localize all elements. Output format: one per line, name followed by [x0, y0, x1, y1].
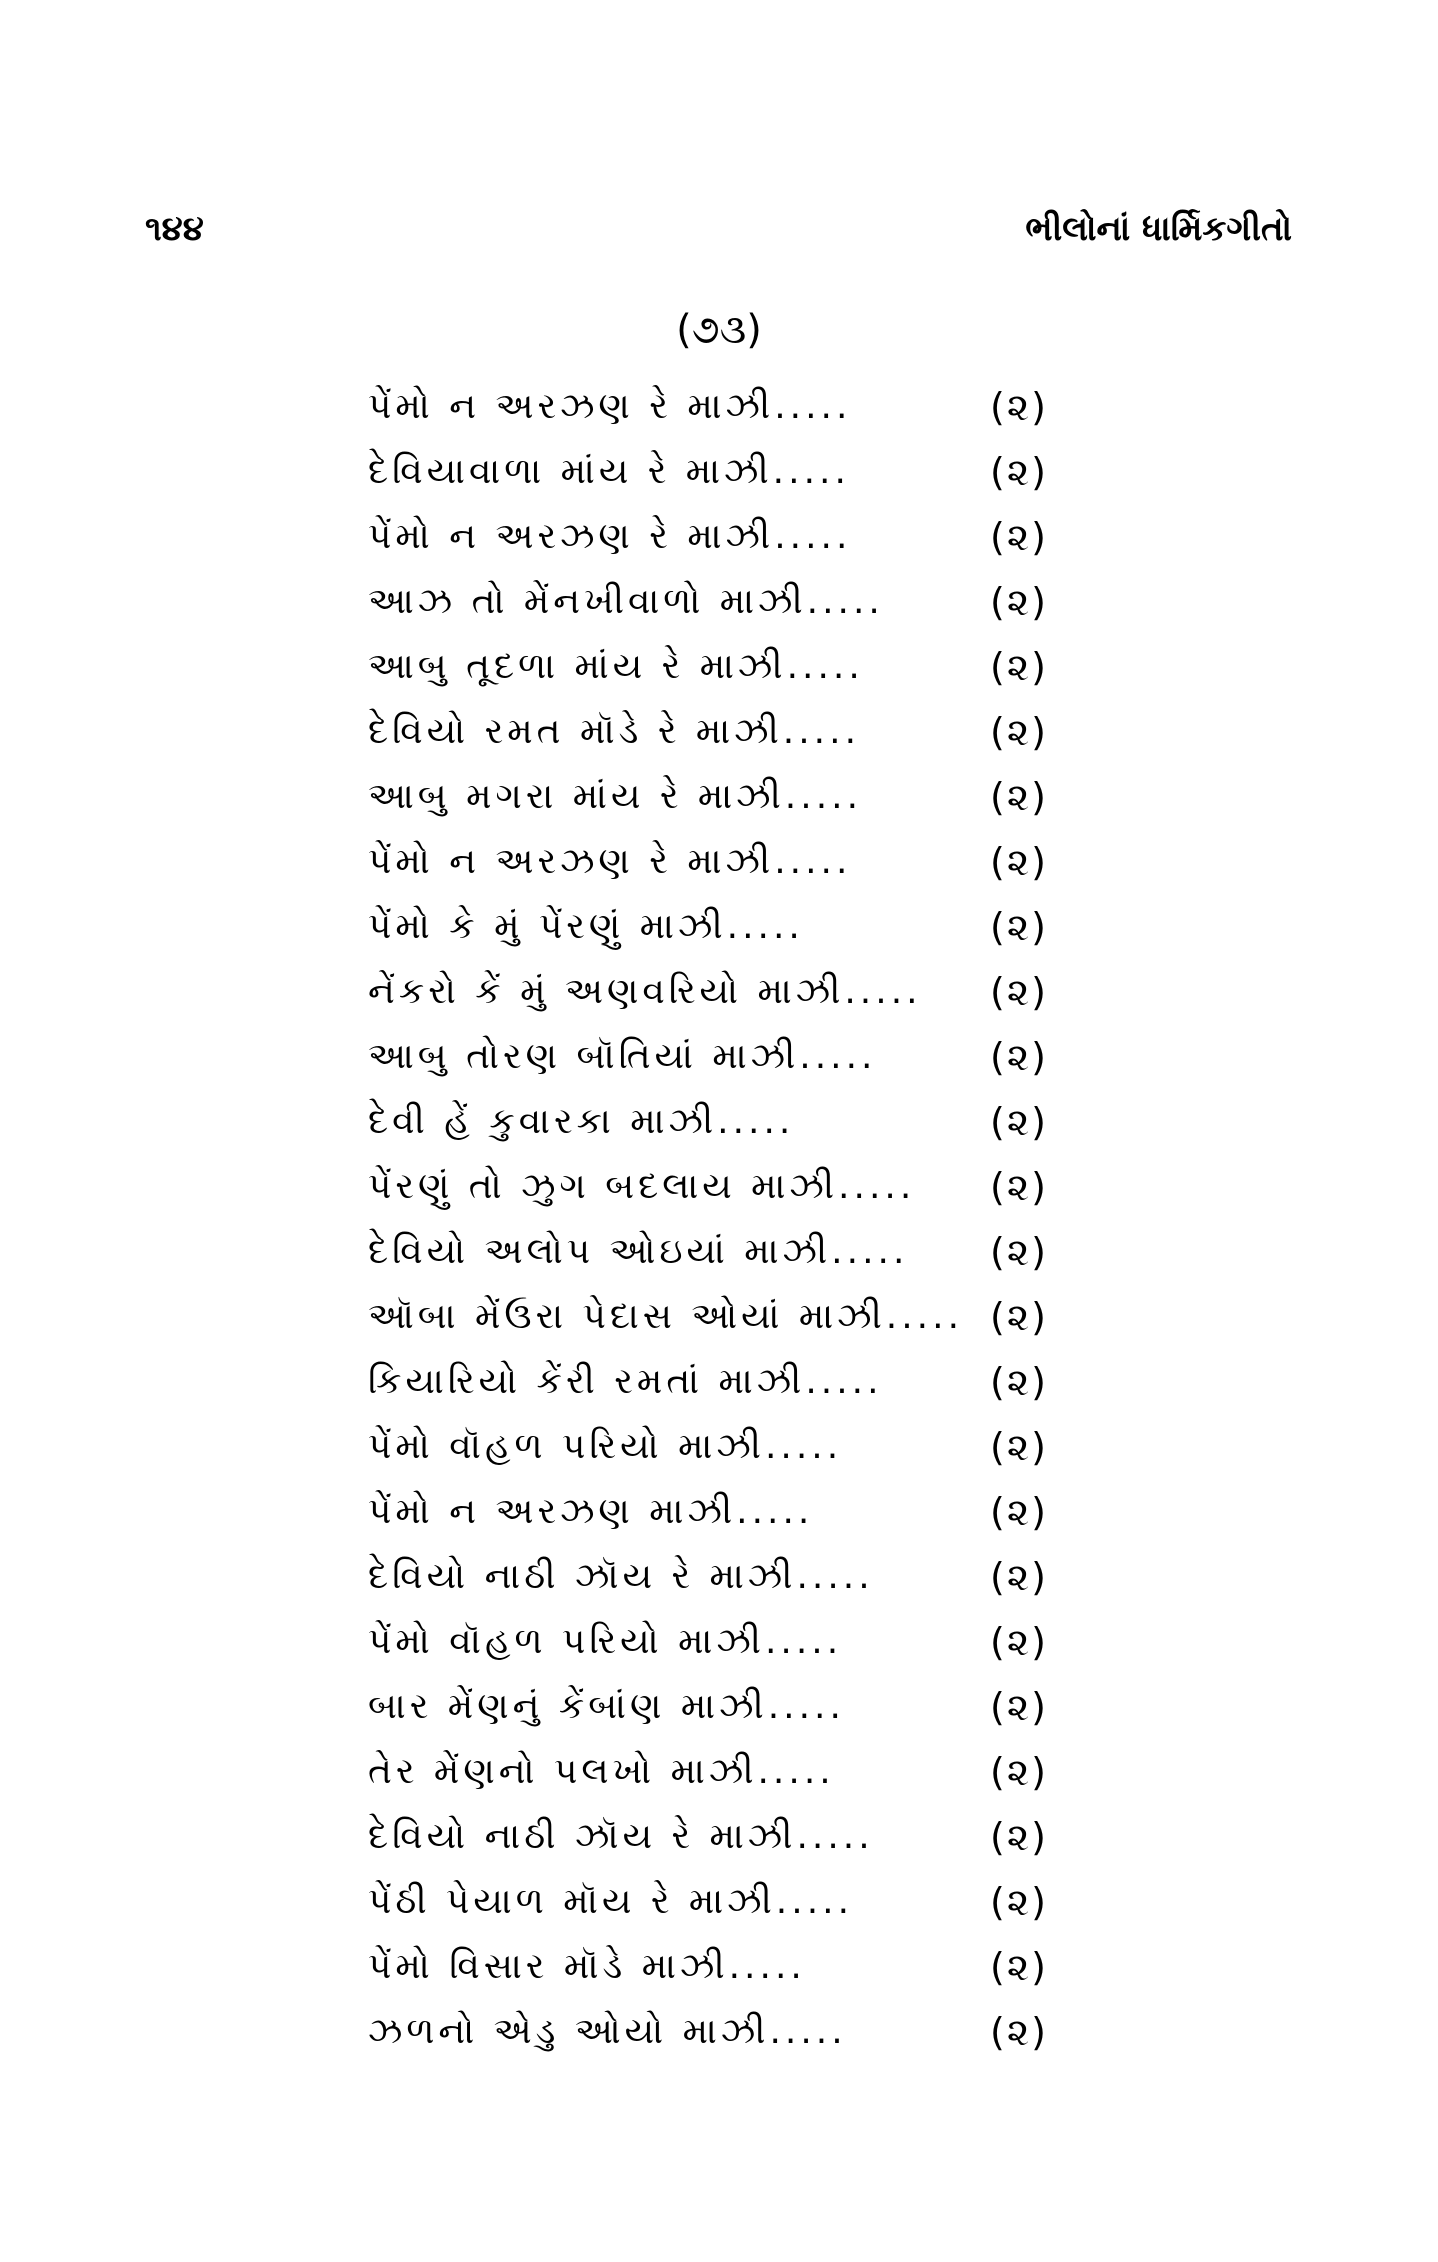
verse-text: પેંમો ન અરઝણ માઝી..... — [368, 1490, 814, 1532]
verse-text: આબુ તોરણ બૉતિયાં માઝી..... — [368, 1035, 877, 1077]
verse-line — [368, 1934, 1048, 1999]
verse-line — [368, 569, 1048, 634]
refrain-marker: (૨) — [990, 1879, 1048, 1924]
verse-text: આબુ મગરા માંય રે માઝી..... — [368, 775, 863, 817]
verse-text: આબુ તૂદળા માંય રે માઝી..... — [368, 645, 864, 687]
verse-line — [368, 699, 1048, 764]
refrain-marker: (૨) — [990, 969, 1048, 1014]
refrain-marker: (૨) — [990, 1814, 1048, 1859]
verse-line — [368, 504, 1048, 569]
refrain-marker: (૨) — [990, 1424, 1048, 1469]
refrain-marker: (૨) — [990, 1099, 1048, 1144]
verse-line — [368, 1609, 1048, 1674]
verse-text: નેંકરો કેં મું અણવરિયો માઝી..... — [368, 970, 922, 1012]
verse-text: ઑબા મેંઉરા પેદાસ ઓયાં માઝી..... — [368, 1295, 964, 1337]
refrain-marker: (૨) — [990, 2009, 1048, 2054]
refrain-marker: (૨) — [990, 644, 1048, 689]
verse-text: કિયારિયો કેંરી રમતાં માઝી..... — [368, 1360, 883, 1402]
refrain-marker: (૨) — [990, 839, 1048, 884]
verse-line — [368, 1869, 1048, 1934]
verse-text: પેંરણું તો ઝુગ બદલાય માઝી..... — [368, 1165, 916, 1207]
verse-line — [368, 829, 1048, 894]
refrain-marker: (૨) — [990, 709, 1048, 754]
refrain-marker: (૨) — [990, 904, 1048, 949]
verse-text: દેવિયો નાઠી ઝૉય રે માઝી..... — [368, 1815, 874, 1857]
refrain-marker: (૨) — [990, 1684, 1048, 1729]
refrain-marker: (૨) — [990, 384, 1048, 429]
refrain-marker: (૨) — [990, 1359, 1048, 1404]
refrain-marker: (૨) — [990, 1164, 1048, 1209]
verse-text: દેવિયો રમત મૉડે રે માઝી..... — [368, 710, 861, 752]
verse-text: તેર મેંણનો પલખો માઝી..... — [368, 1750, 835, 1792]
verse-text: દેવિયાવાળા માંય રે માઝી..... — [368, 450, 850, 492]
refrain-marker: (૨) — [990, 1749, 1048, 1794]
refrain-marker: (૨) — [990, 449, 1048, 494]
verse-line — [368, 1479, 1048, 1544]
verse-text: આઝ તો મેંનખીવાળો માઝી..... — [368, 580, 884, 622]
verse-text: દેવિયો અલોપ ઓઇયાં માઝી..... — [368, 1230, 909, 1272]
verse-line — [368, 959, 1048, 1024]
verse-text: પેંમો વૉહળ પરિયો માઝી..... — [368, 1425, 843, 1467]
poem-number: (૭૩) — [676, 307, 762, 353]
verse-text: પેંમો ન અરઝણ રે માઝી..... — [368, 385, 852, 427]
page-number: ૧૪૪ — [145, 209, 204, 249]
verse-text: પેંઠી પેયાળ મૉય રે માઝી..... — [368, 1880, 854, 1922]
verse-line — [368, 1219, 1048, 1284]
verse-line — [368, 1999, 1048, 2064]
verse-text: પેંમો ન અરઝણ રે માઝી..... — [368, 840, 852, 882]
verse-line — [368, 1154, 1048, 1219]
verse-line — [368, 634, 1048, 699]
refrain-marker: (૨) — [990, 1944, 1048, 1989]
verse-line — [368, 1544, 1048, 1609]
verse-line — [368, 1284, 1048, 1349]
verse-line — [368, 1804, 1048, 1869]
verse-text: પેંમો વૉહળ પરિયો માઝી..... — [368, 1620, 843, 1662]
verse-line — [368, 894, 1048, 959]
verse-text: ઝળનો એડુ ઓયો માઝી..... — [368, 2010, 847, 2052]
verse-line — [368, 1414, 1048, 1479]
verse-line — [368, 439, 1048, 504]
verse-list — [368, 374, 1048, 2064]
verse-text: દેવિયો નાઠી ઝૉય રે માઝી..... — [368, 1555, 874, 1597]
refrain-marker: (૨) — [990, 1294, 1048, 1339]
verse-line — [368, 1674, 1048, 1739]
verse-text: દેવી હેં કુવારકા માઝી..... — [368, 1100, 795, 1142]
verse-text: પેંમો કે મું પેંરણું માઝી..... — [368, 905, 804, 947]
refrain-marker: (૨) — [990, 514, 1048, 559]
verse-line — [368, 1024, 1048, 1089]
refrain-marker: (૨) — [990, 1554, 1048, 1599]
verse-text: પેંમો ન અરઝણ રે માઝી..... — [368, 515, 852, 557]
verse-line — [368, 374, 1048, 439]
refrain-marker: (૨) — [990, 1619, 1048, 1664]
refrain-marker: (૨) — [990, 1229, 1048, 1274]
verse-line — [368, 1739, 1048, 1804]
refrain-marker: (૨) — [990, 1034, 1048, 1079]
refrain-marker: (૨) — [990, 579, 1048, 624]
running-head: ભીલોનાં ધાર્મિકગીતો — [1025, 209, 1292, 249]
verse-text: પેંમો વિસાર મૉડે માઝી..... — [368, 1945, 806, 1987]
verse-line — [368, 1349, 1048, 1414]
refrain-marker: (૨) — [990, 1489, 1048, 1534]
verse-line — [368, 764, 1048, 829]
verse-line — [368, 1089, 1048, 1154]
verse-text: બાર મેંણનું કેંબાંણ માઝી..... — [368, 1685, 845, 1727]
refrain-marker: (૨) — [990, 774, 1048, 819]
